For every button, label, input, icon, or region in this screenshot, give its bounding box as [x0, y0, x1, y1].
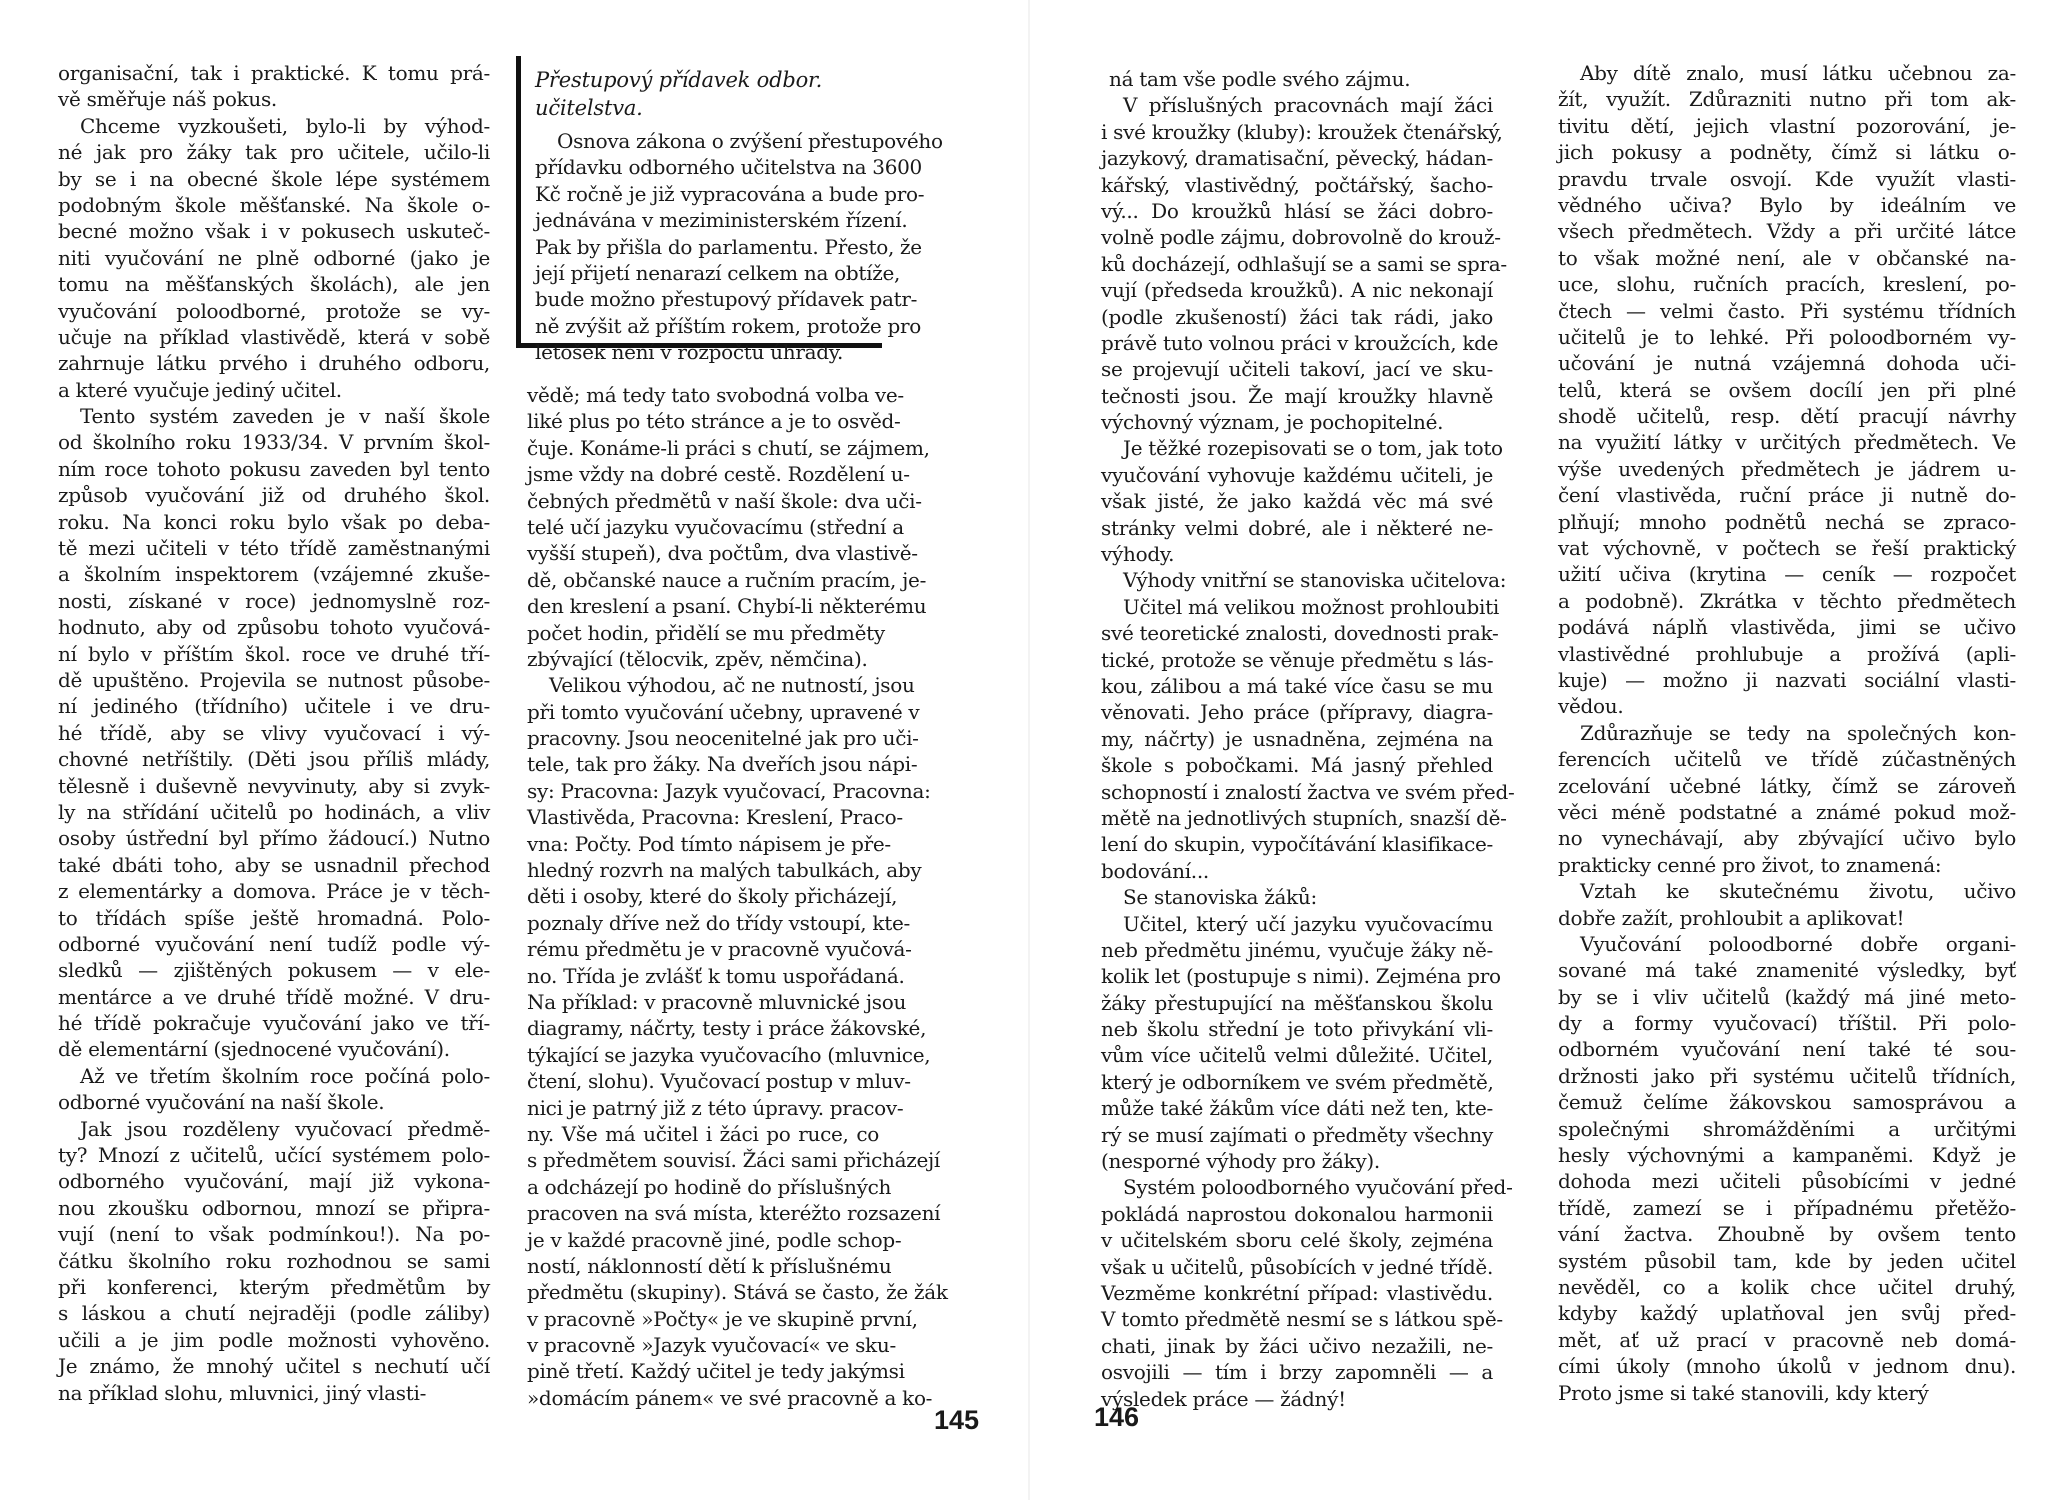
paragraph — [1101, 911, 1501, 1175]
text-line: nosti, získané v roce) jednomyslně roz- — [58, 588, 490, 613]
text-line: mět, ať už prací v pracovně neb domá- — [1558, 1327, 2016, 1352]
text-line: ly na střídání učitelů po hodinách, a vliv — [58, 799, 490, 824]
text-line: ní jediného (třídního) učitele i ve dru- — [58, 694, 490, 719]
text-line: neb předmětu jinému, vyučuje žáky ně- — [1101, 937, 1493, 962]
paragraph — [527, 382, 930, 672]
text-line: vům více učitelů velmi důležité. Učitel, — [1101, 1043, 1493, 1068]
text-line: všech předmětech. Vždy a při určité látce — [1558, 219, 2016, 244]
text-line: Tento systém zaveden je v naší škole — [80, 404, 490, 429]
text-line: vyučování poloodborné, protože se vy- — [58, 298, 490, 323]
text-line: držnosti jako při systému učitelů třídních, — [1558, 1063, 2016, 1088]
text-line: čtech — velmi často. Při systému třídních — [1558, 298, 2016, 323]
paragraph — [1558, 720, 2016, 878]
text-line: Systém poloodborného vyučování před- — [1123, 1175, 1513, 1200]
paragraph — [1101, 92, 1507, 435]
text-line: kuje) — možno ji nazvati sociální vlasti- — [1558, 667, 2016, 692]
text-line: učování je nutná vzájemná dohoda uči- — [1558, 351, 2016, 376]
text-line: Aby dítě znalo, musí látku učebnou za- — [1580, 61, 2016, 85]
text-line: stránky velmi dobré, ale i některé ne- — [1101, 515, 1493, 540]
text-line: vý... Do kroužků hlásí se žáci dobro- — [1101, 198, 1493, 223]
text-line: s předmětem souvisí. Žáci sami přicházejí — [527, 1148, 940, 1173]
text-line: vědě; má tedy tato svobodná volba ve- — [527, 383, 904, 407]
text-line: Na příklad: v pracovně mluvnické jsou — [527, 989, 907, 1014]
paragraph — [527, 672, 948, 1411]
text-line: výchovný význam, je pochopitelné. — [1101, 410, 1444, 435]
text-line: čtení, slohu). Vyučovací postup v mluv- — [527, 1069, 911, 1094]
text-line: může také žákům více dáti než ten, kte- — [1101, 1096, 1493, 1121]
text-line: zcelování učebné látky, čímž se zároveň — [1558, 773, 2016, 798]
text-line: Kč ročně je již vypracována a bude pro- — [535, 181, 925, 206]
text-line: ny. Vše má učitel i žáci po ruce, co — [527, 1121, 879, 1146]
text-line: vyučování vyhovuje každému učiteli, je — [1101, 462, 1493, 487]
text-line: vání žactva. Zhoubně by ovšem tento — [1558, 1222, 2016, 1247]
text-line: my, náčrty) je usnadněna, zejména na — [1101, 726, 1493, 751]
text-line: užití učiva (krytina — ceník — rozpočet — [1558, 562, 2016, 587]
paragraph — [1101, 594, 1515, 884]
text-line: způsob vyučování již od druhého škol. — [58, 483, 490, 508]
text-line: dě, občanské nauce a ručním pracím, je- — [527, 567, 927, 592]
text-line: v pracovně »Jazyk vyučovací« ve sku- — [527, 1333, 896, 1358]
text-line: lení do skupin, vypočítávání klasifikace- — [1101, 832, 1493, 857]
text-line: organisační, tak i praktické. K tomu prá- — [58, 61, 490, 85]
text-line: »domácím pánem« ve své pracovně a ko- — [527, 1385, 933, 1410]
text-line: ním roce tohoto pokusu zaveden byl tento — [58, 456, 490, 481]
text-line: své teoretické znalosti, dovednosti prak- — [1101, 621, 1499, 646]
text-line: podobným škole měšťanské. Na škole o- — [58, 192, 490, 217]
text-line: čení vlastivěda, ruční práce ji nutně do- — [1558, 483, 2016, 508]
text-line: mětě na jednotlivých stupních, snazší dě- — [1101, 805, 1507, 830]
text-line: Osnova zákona o zvýšení přestupového — [557, 129, 943, 153]
text-line: prakticky cenné pro život, to znamená: — [1558, 852, 1942, 877]
text-line: Zdůrazňuje se tedy na společných kon- — [1580, 720, 2016, 745]
text-line: vují (není to však podmínkou!). Na po- — [58, 1222, 490, 1247]
text-line: tělesně i duševně nevyvinuty, aby si zvyk- — [58, 773, 490, 798]
text-line: telů, která se ovšem docílí jen při plné — [1558, 377, 2016, 402]
text-line: chati, jinak by žáci učivo nezažili, ne- — [1101, 1333, 1493, 1358]
text-line: Učitel má velikou možnost prohloubiti — [1123, 594, 1499, 619]
text-line: vě směřuje náš pokus. — [58, 87, 277, 112]
right-page-column-2 — [1558, 60, 2016, 1406]
text-line: Až ve třetím školním roce počíná polo- — [80, 1063, 490, 1088]
text-line: Vlastivěda, Pracovna: Kreslení, Praco- — [527, 805, 903, 830]
text-line: předmětu (skupiny). Stává se často, že žák — [527, 1280, 948, 1305]
paragraph — [58, 113, 490, 403]
text-line: učuje na příklad vlastivědě, která v sobě — [58, 324, 490, 349]
text-line: kolik let (postupuje s nimi). Zejména pro — [1101, 964, 1501, 989]
text-line: ností, náklonností dětí k příslušnému — [527, 1253, 892, 1278]
paragraph — [58, 1063, 490, 1116]
text-line: ná tam vše podle svého zájmu. — [1109, 67, 1411, 91]
text-line: čuje. Konáme-li práci s chutí, se zájmem, — [527, 435, 930, 460]
text-line: pokládá naprostou dokonalou harmonii — [1101, 1201, 1493, 1226]
text-line: odborném vyučování není také té sou- — [1558, 1037, 2016, 1062]
text-line: hodnuto, aby od způsobu tohoto vyučová- — [58, 615, 490, 640]
text-line: to však možné není, ale v občanské na- — [1558, 245, 2016, 270]
text-line: vují (předseda kroužků). A nic nekonají — [1101, 278, 1493, 303]
text-line: Je známo, že mnohý učitel s nechutí učí — [58, 1354, 490, 1379]
text-line: dy a formy vyučovací) tříštil. Při polo- — [1558, 1011, 2016, 1036]
paragraph — [1558, 878, 2016, 931]
text-line: tické, protože se věnuje předmětu s lás- — [1101, 647, 1494, 672]
text-line: třídě, zamezí se i případnému přetěžo- — [1558, 1195, 2016, 1220]
text-line: věnovati. Jeho práce (přípravy, diagra- — [1101, 700, 1493, 725]
notice-box — [516, 56, 943, 365]
text-line: jsme vždy na dobré cestě. Rozdělení u- — [527, 462, 910, 487]
text-line: vlastivědné prohlubuje a prožívá (apli- — [1558, 641, 2016, 666]
text-line: diagramy, náčrty, testy i práce žákovské, — [527, 1016, 927, 1041]
text-line: vna: Počty. Pod tímto nápisem je pře- — [527, 831, 891, 856]
text-line: né jak pro žáky tak pro učitele, učilo-li — [58, 140, 490, 165]
text-line: shodě učitelů, resp. dětí pracují návrhy — [1558, 404, 2016, 429]
text-line: bodování... — [1101, 858, 1209, 883]
text-line: schopností i znalostí žactva ve svém před- — [1101, 779, 1515, 804]
text-line: zbývající (tělocvik, zpěv, němčina). — [527, 646, 868, 671]
text-line: škole s pobočkami. Má jasný přehled — [1101, 753, 1493, 778]
text-line: (podle zkušeností) žáci tak rádi, jako — [1101, 304, 1493, 329]
text-line: v pracovně »Počty« je ve skupině první, — [527, 1306, 918, 1331]
text-line: telé učí jazyku vyučovacímu (střední a — [527, 514, 904, 539]
text-line: výhody. — [1101, 542, 1175, 567]
paragraph — [1558, 931, 2016, 1406]
text-line: becné možno však i v pokusech uskuteč- — [58, 219, 490, 244]
text-line: však jisté, že jako každá věc má své — [1101, 489, 1493, 514]
text-line: sy: Pracovna: Jazyk vyučovací, Pracovna: — [527, 778, 931, 803]
text-line: čemuž čelíme žákovskou samosprávou a — [1558, 1090, 2016, 1115]
text-line: no vynechávají, aby zbývající učivo bylo — [1558, 826, 2016, 851]
text-line: vyšší stupeň), dva počtům, dva vlastivě- — [527, 541, 918, 566]
paragraph — [1101, 1174, 1513, 1412]
text-line: hé třídě, aby se vlivy vyučovací i vý- — [58, 720, 490, 745]
text-line: V tomto předmětě nesmí se s látkou spě- — [1101, 1307, 1503, 1332]
text-line: tivitu dětí, jejich vlastní pozorování, je- — [1558, 113, 2016, 138]
text-line: neb školu střední je toto přivykání vli- — [1101, 1017, 1493, 1042]
paragraph — [58, 403, 490, 1063]
text-line: Proto jsme si také stanovili, kdy který — [1558, 1380, 1929, 1405]
text-line: osoby ústřední byl přímo žádoucí.) Nutno — [58, 826, 490, 851]
text-line: kářský, vlastivědný, počtářský, šacho- — [1101, 172, 1493, 197]
text-line: Vezměme konkrétní případ: vlastivědu. — [1101, 1280, 1493, 1305]
text-line: vědného učiva? Bylo by ideálním ve — [1558, 192, 2016, 217]
text-line: přídavku odborného učitelstva na 3600 — [535, 155, 922, 180]
text-line: se projevují učiteli takoví, jací ve sku- — [1101, 357, 1493, 382]
text-line: čebných předmětů v naší škole: dva uči- — [527, 488, 922, 513]
text-line: hé třídě pokračuje vyučování jako ve tří- — [58, 1011, 490, 1036]
text-line: sované má také znamenité výsledky, byť — [1558, 958, 2016, 983]
text-line: bude možno přestupový přídavek patr- — [535, 287, 918, 312]
text-line: nevěděl, co a kolik chce učitel druhý, — [1558, 1274, 2016, 1299]
text-line: tomu na měšťanských školách), ale jen — [58, 272, 490, 297]
text-line: odborné vyučování není tudíž podle vý- — [58, 931, 490, 956]
text-line: poznaly dříve než do třídy vstoupí, kte- — [527, 910, 910, 935]
paragraph — [1101, 66, 1493, 92]
text-line: její přijetí nenarazí celkem na obtíže, — [535, 260, 901, 285]
text-line: čátku školního roku rozhodnou se sami — [58, 1248, 490, 1273]
text-line: kou, zálibou a má také více času se mu — [1101, 673, 1493, 698]
paragraph — [58, 60, 490, 113]
text-line: je v každé pracovně jiné, podle schop- — [527, 1227, 902, 1252]
text-line: věci méně podstatné a známé pokud mož- — [1558, 799, 2016, 824]
page-gutter — [1028, 0, 1030, 1500]
text-line: Výhody vnitřní se stanoviska učitelova: — [1123, 568, 1507, 593]
text-line: Chceme vyzkoušeti, bylo-li by výhod- — [80, 113, 490, 138]
paragraph — [535, 128, 943, 366]
text-line: i své kroužky (kluby): kroužek čtenářský, — [1101, 119, 1503, 144]
text-line: tě mezi učiteli v této třídě zaměstnanými — [58, 536, 490, 561]
right-page-column-1 — [1101, 66, 1515, 1412]
text-line: rý se musí zajímati o předměty všechny — [1101, 1122, 1493, 1147]
text-line: a odcházejí po hodině do příslušných — [527, 1174, 892, 1199]
text-line: Je těžké rozepisovati se o tom, jak toto — [1123, 436, 1503, 461]
text-line: vědou. — [1558, 694, 1624, 719]
text-line: cími úkoly (mnoho úkolů v jednom dnu). — [1558, 1354, 2016, 1379]
text-line: uce, slohu, ručních pracích, kreslení, po- — [1558, 272, 2016, 297]
text-line: chovné netříštily. (Děti jsou příliš mlády, — [58, 747, 490, 772]
paragraph — [1101, 884, 1493, 910]
text-line: roku. Na konci roku bylo však po deba- — [58, 509, 490, 534]
left-page-column-2 — [527, 382, 948, 1411]
text-line: tele, tak pro žáky. Na dveřích jsou nápi- — [527, 752, 918, 777]
text-line: (nesporné výhody pro žáky). — [1101, 1149, 1380, 1174]
text-line: z elementárky a domova. Práce je v těch- — [58, 879, 490, 904]
text-line: ně zvýšit až příštím rokem, protože pro — [535, 313, 922, 338]
text-line: pravdu trvale osvojí. Kde využít vlasti- — [1558, 166, 2016, 191]
text-line: Vyučování poloodborné dobře organi- — [1580, 931, 2016, 956]
text-line: zahrnuje látku prvého i druhého odboru, — [58, 351, 490, 376]
text-line: nici je patrný již z této úpravy. pracov- — [527, 1095, 904, 1120]
text-line: ní bylo v příštím škol. roce ve druhé tří- — [58, 641, 490, 666]
page-number-right: 146 — [1094, 1402, 1140, 1432]
text-line: plňují; mnoho podnětů nechá se zpraco- — [1558, 509, 2016, 534]
text-line: a podobně). Zkrátka v těchto předmětech — [1558, 588, 2016, 613]
text-line: učitelů je to lehké. Při poloodborném vy- — [1558, 324, 2016, 349]
text-line: dě elementární (sjednocené vyučování). — [58, 1037, 450, 1062]
text-line: podává náplň vlastivěda, jimi se učivo — [1558, 615, 2016, 640]
text-line: a školním inspektorem (vzájemné zkuše- — [58, 562, 490, 587]
text-line: při konferenci, kterým předmětům by — [58, 1274, 490, 1299]
text-line: také dbáti toho, aby se usnadnil přechod — [58, 852, 490, 877]
notice-box-body — [535, 128, 943, 366]
text-line: pracoven na svá místa, kteréžto rozsazení — [527, 1201, 941, 1226]
text-line: společnými shromážděními a určitými — [1558, 1116, 2016, 1141]
text-line: Velikou výhodou, ač ne nutností, jsou — [549, 673, 915, 698]
left-page-column-1 — [58, 60, 490, 1406]
text-line: hledný rozvrh na malých tabulkách, aby — [527, 858, 922, 883]
text-line: den kreslení a psaní. Chybí-li některému — [527, 594, 927, 619]
text-line: mentárce a ve druhé třídě možné. V dru- — [58, 984, 490, 1009]
text-line: Jak jsou rozděleny vyučovací předmě- — [80, 1116, 490, 1141]
text-line: ty? Mnozí z učitelů, učící systémem polo- — [58, 1143, 490, 1168]
paragraph — [1101, 567, 1507, 593]
text-line: děti i osoby, které do školy přicházejí, — [527, 884, 898, 909]
text-line: právě tuto volnou práci v kroužcích, kde — [1101, 330, 1499, 355]
text-line: liké plus po této stránce a je to osvěd- — [527, 409, 901, 434]
text-line: to třídách spíše ještě hromadná. Polo- — [58, 905, 490, 930]
text-line: ků docházejí, odhlašují se a sami se spra- — [1101, 251, 1507, 276]
text-line: na využití látky v určitých předmětech. Ve — [1558, 430, 2016, 455]
text-line: nou zkoušku odbornou, mnozí se připra- — [58, 1195, 490, 1220]
notice-box-title: Přestupový přídavek odbor. učitelstva. — [535, 68, 823, 120]
text-line: niti vyučování ne plně odborné (jako je — [58, 245, 490, 270]
text-line: Vztah ke skutečnému životu, učivo — [1580, 879, 2016, 904]
text-line: žáky přestupující na měšťanskou školu — [1101, 990, 1493, 1015]
text-line: tečnosti jsou. Že mají kroužky hlavně — [1101, 383, 1493, 408]
text-line: žít, využít. Zdůrazniti nutno při tom ak- — [1558, 87, 2016, 112]
text-line: dobře zažít, prohloubit a aplikovat! — [1558, 905, 1905, 930]
text-line: pracovny. Jsou neocenitelné jak pro uči- — [527, 726, 919, 751]
text-line: týkající se jazyka vyučovacího (mluvnice, — [527, 1042, 931, 1067]
text-line: hesly výchovnými a kampaněmi. Když je — [1558, 1143, 2016, 1168]
text-line: sledků — zjištěných pokusem — v ele- — [58, 958, 490, 983]
text-line: by se i na obecné škole lépe systémem — [58, 166, 490, 191]
text-line: v učitelském sboru celé školy, zejména — [1101, 1228, 1493, 1253]
text-line: dohoda mezi učiteli působícími v jedné — [1558, 1169, 2016, 1194]
text-line: počet hodin, přidělí se mu předměty — [527, 620, 885, 645]
text-line: jazykový, dramatisační, pěvecký, hádan- — [1101, 146, 1493, 171]
text-line: vat výchovně, v počtech se řeší praktický — [1558, 536, 2016, 561]
text-line: Učitel, který učí jazyku vyučovacímu — [1123, 911, 1493, 936]
text-line: volně podle zájmu, dobrovolně do krouž- — [1101, 225, 1501, 250]
text-line: a které vyučuje jediný učitel. — [58, 377, 342, 402]
text-line: od školního roku 1933/34. V prvním škol- — [58, 430, 490, 455]
text-line: s láskou a chutí nejraději (podle záliby) — [58, 1301, 490, 1326]
paragraph — [1101, 435, 1503, 567]
text-line: odborného vyučování, mají již vykona- — [58, 1169, 490, 1194]
paragraph — [1558, 60, 2016, 720]
text-line: by se i vliv učitelů (každý má jiné meto- — [1558, 984, 2016, 1009]
text-line: jednávána v meziministerském řízení. — [535, 208, 908, 233]
text-line: jich pokusy a podněty, čímž si látku o- — [1558, 140, 2016, 165]
text-line: kdyby každý uplatňoval jen svůj před- — [1558, 1301, 2016, 1326]
text-line: pině třetí. Každý učitel je tedy jakýmsi — [527, 1359, 905, 1384]
text-line: no. Třída je zvlášť k tomu uspořádaná. — [527, 963, 905, 988]
text-line: Pak by přišla do parlamentu. Přesto, že — [535, 234, 922, 259]
text-line: výše uvedených předmětech je jádrem u- — [1558, 456, 2016, 481]
text-line: letošek není v rozpočtu úhrady. — [535, 340, 844, 365]
text-line: dě upuštěno. Projevila se nutnost působe- — [58, 667, 490, 692]
text-line: Se stanoviska žáků: — [1123, 885, 1317, 910]
text-line: odborné vyučování na naší škole. — [58, 1090, 385, 1115]
text-line: rému předmětu je v pracovně vyučová- — [527, 937, 912, 962]
text-line: výsledek práce — žádný! — [1101, 1386, 1346, 1411]
text-line: který je odborníkem ve svém předmětě, — [1101, 1069, 1494, 1094]
text-line: však u učitelů, působících v jedné třídě. — [1101, 1254, 1493, 1279]
text-line: systém působil tam, kde by jeden učitel — [1558, 1248, 2016, 1273]
text-line: ferencích učitelů ve třídě zúčastněných — [1558, 747, 2016, 772]
text-line: učili a je jim podle možnosti vyhověno. — [58, 1327, 490, 1352]
text-line: na příklad slohu, mluvnici, jiný vlasti- — [58, 1380, 427, 1405]
text-line: při tomto vyučování učebny, upravené v — [527, 699, 920, 724]
paragraph — [58, 1116, 490, 1406]
page-number-left: 145 — [934, 1405, 980, 1435]
text-line: osvojili — tím i brzy zapomněli — a — [1101, 1360, 1493, 1385]
text-line: V příslušných pracovnách mají žáci — [1123, 93, 1493, 118]
